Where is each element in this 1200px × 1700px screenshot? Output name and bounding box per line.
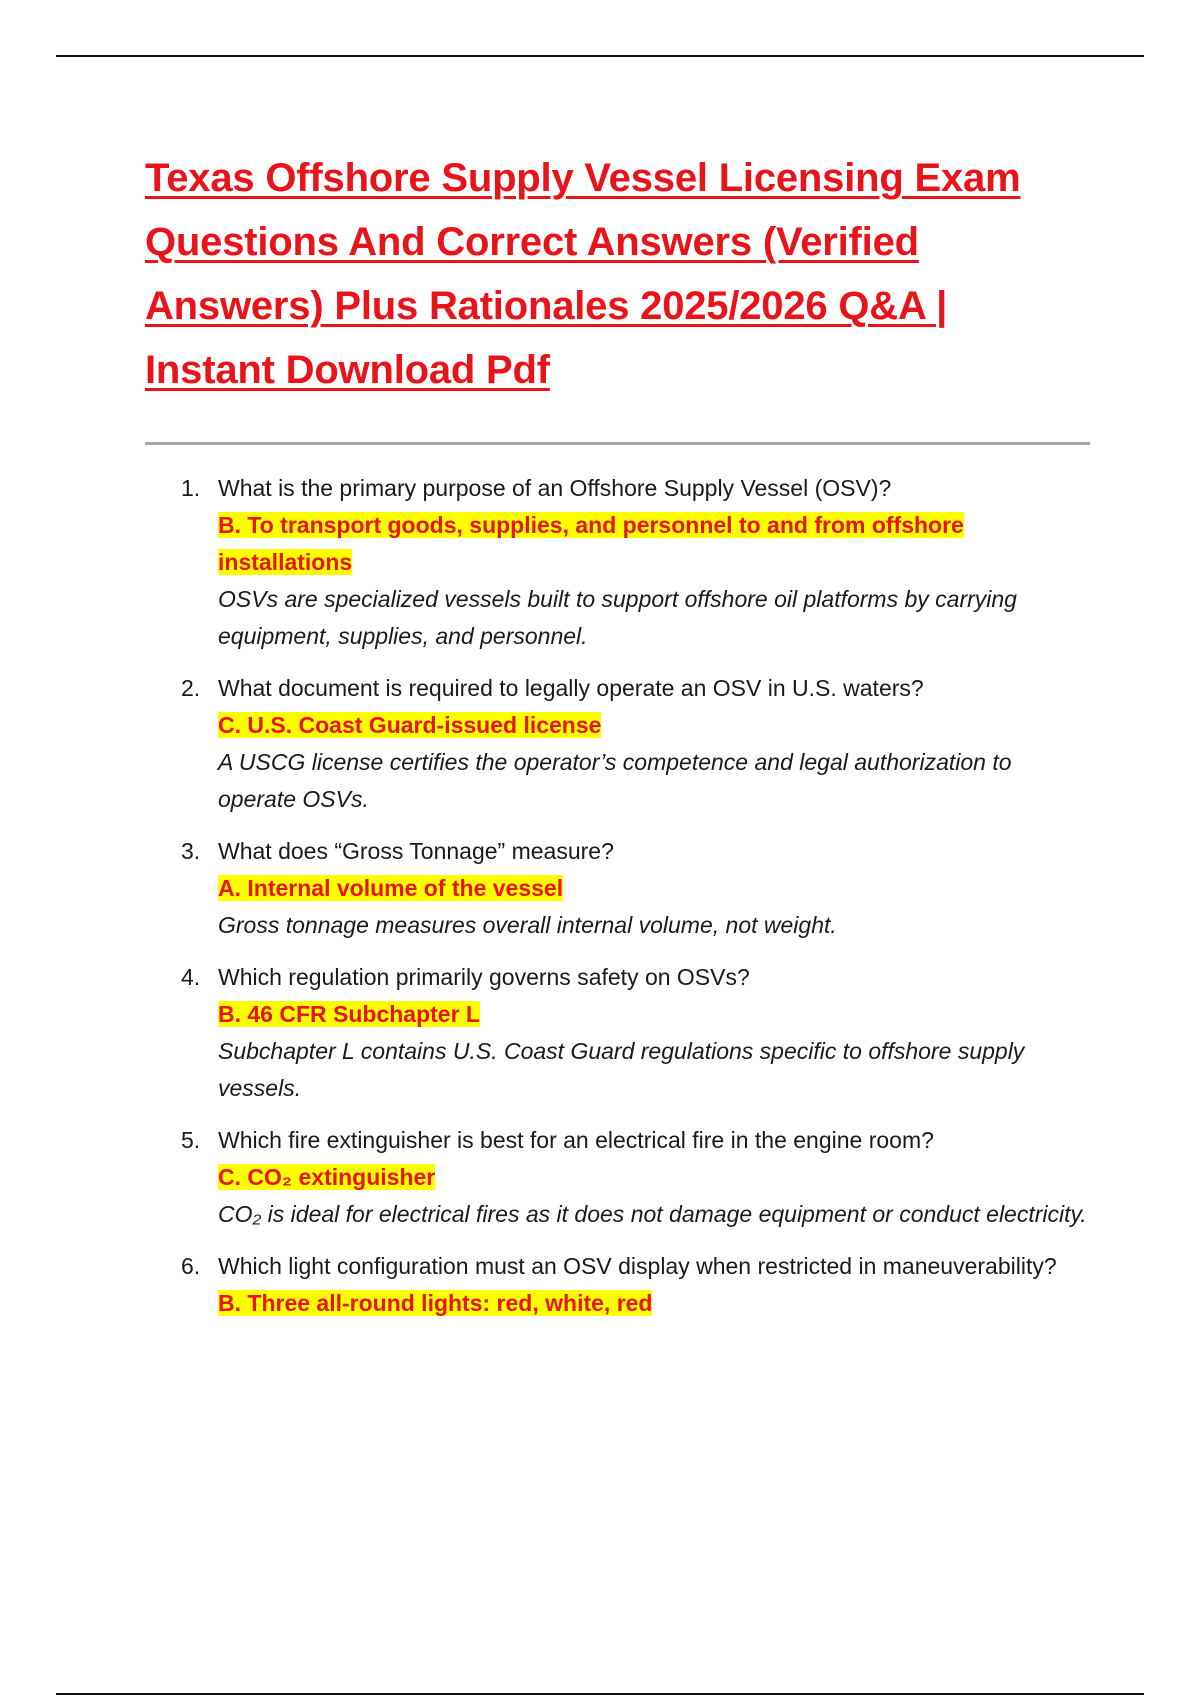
question-text: What does “Gross Tonnage” measure? — [218, 838, 614, 864]
rationale-text: A USCG license certifies the operator’s competence and legal authorization to operate OSVs. — [218, 749, 1012, 812]
bottom-rule — [56, 1693, 1144, 1695]
question-item-5 — [145, 1122, 1090, 1233]
correct-answer — [218, 870, 1090, 907]
question-text: Which regulation primarily governs safety on OSVs? — [218, 964, 750, 990]
question-number: 1. — [181, 475, 201, 501]
question-item-6 — [145, 1248, 1090, 1322]
top-rule — [56, 55, 1144, 57]
question-number: 6. — [181, 1253, 201, 1279]
question-text: Which fire extinguisher is best for an electrical fire in the engine room? — [218, 1127, 934, 1153]
correct-answer — [218, 707, 1090, 744]
question-item-3 — [145, 833, 1090, 944]
question-text: What document is required to legally operate an OSV in U.S. waters? — [218, 675, 924, 701]
rationale-text: CO₂ is ideal for electrical fires as it does not damage equipment or conduct electricity. — [218, 1201, 1087, 1227]
question-number: 5. — [181, 1127, 201, 1153]
answer-highlight: B. 46 CFR Subchapter L — [218, 1001, 480, 1027]
rationale-text: Gross tonnage measures overall internal volume, not weight. — [218, 912, 837, 938]
answer-highlight: B. To transport goods, supplies, and personnel to and from offshore installations — [218, 512, 964, 575]
section-divider — [145, 442, 1090, 445]
correct-answer — [218, 1159, 1090, 1196]
question-item-4 — [145, 959, 1090, 1107]
question-text: Which light configuration must an OSV display when restricted in maneuverability? — [218, 1253, 1057, 1279]
question-number: 2. — [181, 675, 201, 701]
question-list — [145, 470, 1090, 1337]
correct-answer — [218, 996, 1090, 1033]
question-text: What is the primary purpose of an Offshore Supply Vessel (OSV)? — [218, 475, 892, 501]
correct-answer — [218, 1285, 1090, 1322]
rationale-text: OSVs are specialized vessels built to support offshore oil platforms by carrying equipment, supplies, and personnel. — [218, 586, 1017, 649]
answer-highlight: B. Three all-round lights: red, white, red — [218, 1290, 653, 1316]
document-title: Texas Offshore Supply Vessel Licensing Exam Questions And Correct Answers (Verified Answers) Plus Rationales 2025/2026 Q&A | Instant Download Pdf — [145, 156, 1021, 392]
question-item-2 — [145, 670, 1090, 818]
answer-highlight: C. U.S. Coast Guard-issued license — [218, 712, 602, 738]
rationale-text: Subchapter L contains U.S. Coast Guard regulations specific to offshore supply vessels. — [218, 1038, 1025, 1101]
correct-answer — [218, 507, 1090, 581]
question-number: 3. — [181, 838, 201, 864]
answer-highlight: C. CO₂ extinguisher — [218, 1164, 436, 1190]
answer-highlight: A. Internal volume of the vessel — [218, 875, 564, 901]
question-number: 4. — [181, 964, 201, 990]
question-item-1 — [145, 470, 1090, 655]
